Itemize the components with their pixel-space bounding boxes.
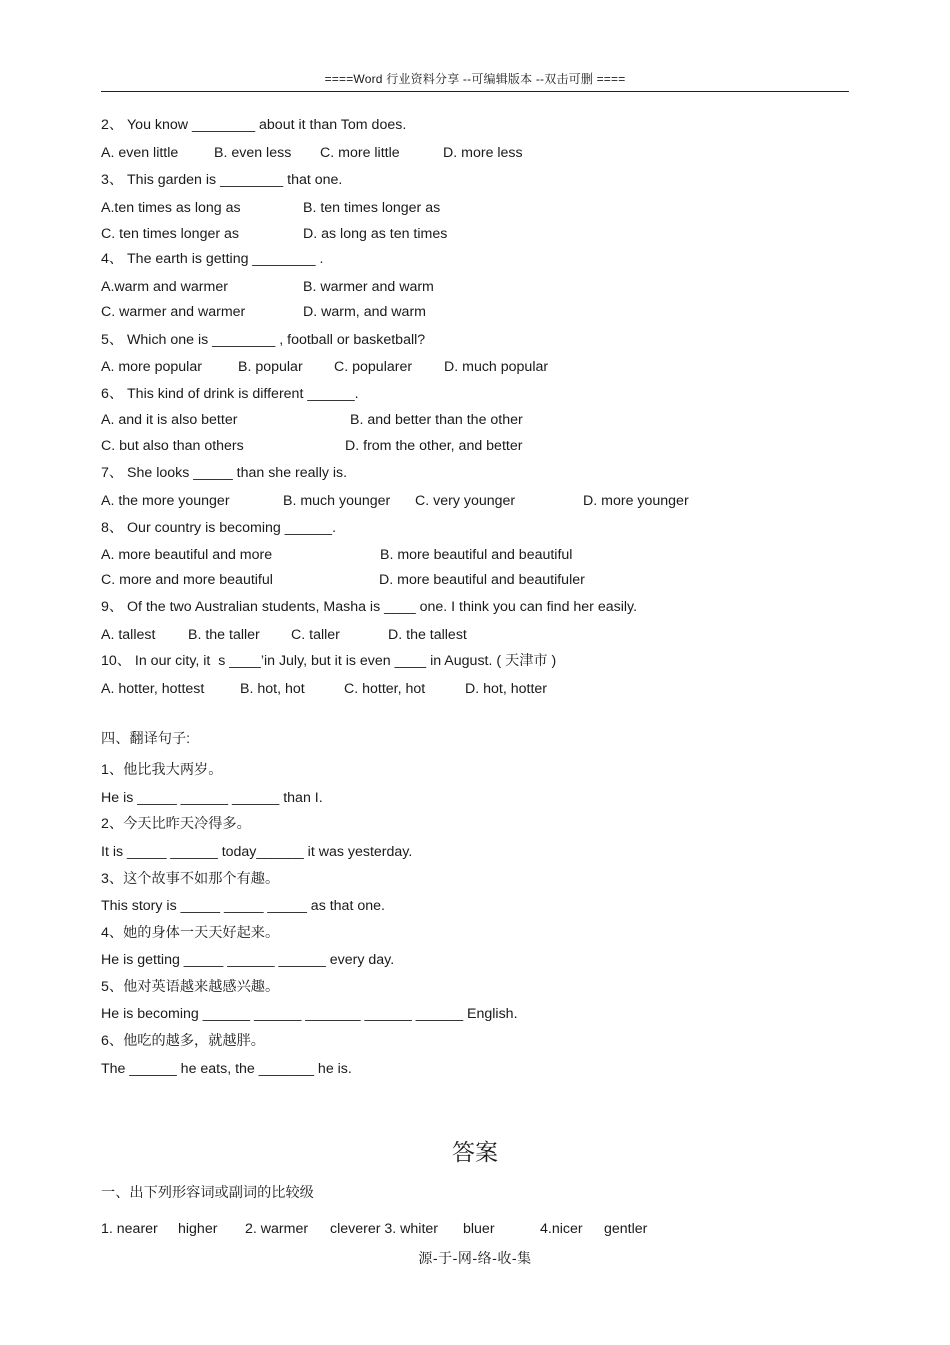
answer-item: bluer: [463, 1221, 495, 1237]
option-b: B. popular: [238, 359, 303, 375]
option-d: D. more beautiful and beautifuler: [379, 572, 585, 588]
option-b: B. even less: [214, 145, 292, 161]
option-b: B. hot, hot: [240, 681, 305, 697]
question-stem: 4、 The earth is getting ________ .: [101, 251, 324, 267]
translation-chinese: 6、他吃的越多，就越胖。: [101, 1033, 265, 1049]
option-a: A. the more younger: [101, 493, 230, 509]
option-d: D. from the other, and better: [345, 438, 523, 454]
translation-chinese: 4、她的身体一天天好起来。: [101, 925, 280, 941]
header-divider: [101, 91, 849, 92]
page-footer: 源-于-网-络-收-集: [418, 1251, 532, 1267]
translation-chinese: 2、今天比昨天冷得多。: [101, 816, 251, 832]
section-heading: 四、翻译句子:: [101, 731, 191, 747]
option-a: A. hotter, hottest: [101, 681, 205, 697]
translation-english: This story is _____ _____ _____ as that one.: [101, 898, 385, 914]
option-b: B. warmer and warm: [303, 279, 434, 295]
translation-english: He is getting _____ ______ ______ every day.: [101, 952, 395, 968]
translation-english: It is _____ ______ today______ it was yesterday.: [101, 844, 413, 860]
option-c: C. warmer and warmer: [101, 304, 246, 320]
option-d: D. more younger: [583, 493, 689, 509]
answer-item: 4.nicer: [540, 1221, 583, 1237]
option-a: A. tallest: [101, 627, 156, 643]
option-c: C. more little: [320, 145, 400, 161]
option-c: C. hotter, hot: [344, 681, 426, 697]
option-a: A. more popular: [101, 359, 202, 375]
question-stem: 2、 You know ________ about it than Tom does.: [101, 117, 407, 133]
option-d: D. more less: [443, 145, 523, 161]
option-b: B. more beautiful and beautiful: [380, 547, 573, 563]
question-stem: 8、 Our country is becoming ______.: [101, 520, 337, 536]
question-stem: 3、 This garden is ________ that one.: [101, 172, 343, 188]
option-b: B. and better than the other: [350, 412, 523, 428]
answer-item: cleverer 3. whiter: [330, 1221, 439, 1237]
option-c: C. ten times longer as: [101, 226, 239, 242]
question-stem: 5、 Which one is ________ , football or basketball?: [101, 332, 426, 348]
option-c: C. popularer: [334, 359, 413, 375]
option-d: D. as long as ten times: [303, 226, 448, 242]
option-b: B. the taller: [188, 627, 260, 643]
question-stem: 7、 She looks _____ than she really is.: [101, 465, 348, 481]
translation-english: He is _____ ______ ______ than I.: [101, 790, 323, 806]
option-a: A. more beautiful and more: [101, 547, 273, 563]
option-a: A. and it is also better: [101, 412, 238, 428]
answer-item: gentler: [604, 1221, 648, 1237]
option-a: A.warm and warmer: [101, 279, 228, 295]
answer-item: higher: [178, 1221, 218, 1237]
option-c: C. taller: [291, 627, 340, 643]
answer-section-heading: 一、出下列形容词或副词的比较级: [101, 1185, 314, 1201]
option-b: B. ten times longer as: [303, 200, 441, 216]
translation-english: The ______ he eats, the _______ he is.: [101, 1061, 352, 1077]
question-stem: 9、 Of the two Australian students, Masha is ____ one. I think you can find her easily.: [101, 599, 638, 615]
answer-title: 答案: [452, 1140, 498, 1166]
option-c: C. more and more beautiful: [101, 572, 273, 588]
option-a: A. even little: [101, 145, 179, 161]
answer-item: 2. warmer: [245, 1221, 309, 1237]
option-d: D. the tallest: [388, 627, 467, 643]
question-stem: 10、 In our city, it s ____’in July, but it is even ____ in August. ( 天津市 ): [101, 653, 557, 669]
page-header: ====Word 行业资料分享 --可编辑版本 --双击可删 ====: [324, 72, 626, 86]
option-b: B. much younger: [283, 493, 391, 509]
translation-chinese: 3、这个故事不如那个有趣。: [101, 871, 280, 887]
option-c: C. very younger: [415, 493, 516, 509]
question-stem: 6、 This kind of drink is different ______.: [101, 386, 359, 402]
answer-item: 1. nearer: [101, 1221, 158, 1237]
translation-english: He is becoming ______ ______ _______ ______ ______ English.: [101, 1006, 518, 1022]
option-d: D. much popular: [444, 359, 549, 375]
option-d: D. hot, hotter: [465, 681, 548, 697]
option-d: D. warm, and warm: [303, 304, 426, 320]
option-c: C. but also than others: [101, 438, 244, 454]
option-a: A.ten times as long as: [101, 200, 241, 216]
translation-chinese: 5、他对英语越来越感兴趣。: [101, 979, 280, 995]
translation-chinese: 1、他比我大两岁。: [101, 762, 223, 778]
